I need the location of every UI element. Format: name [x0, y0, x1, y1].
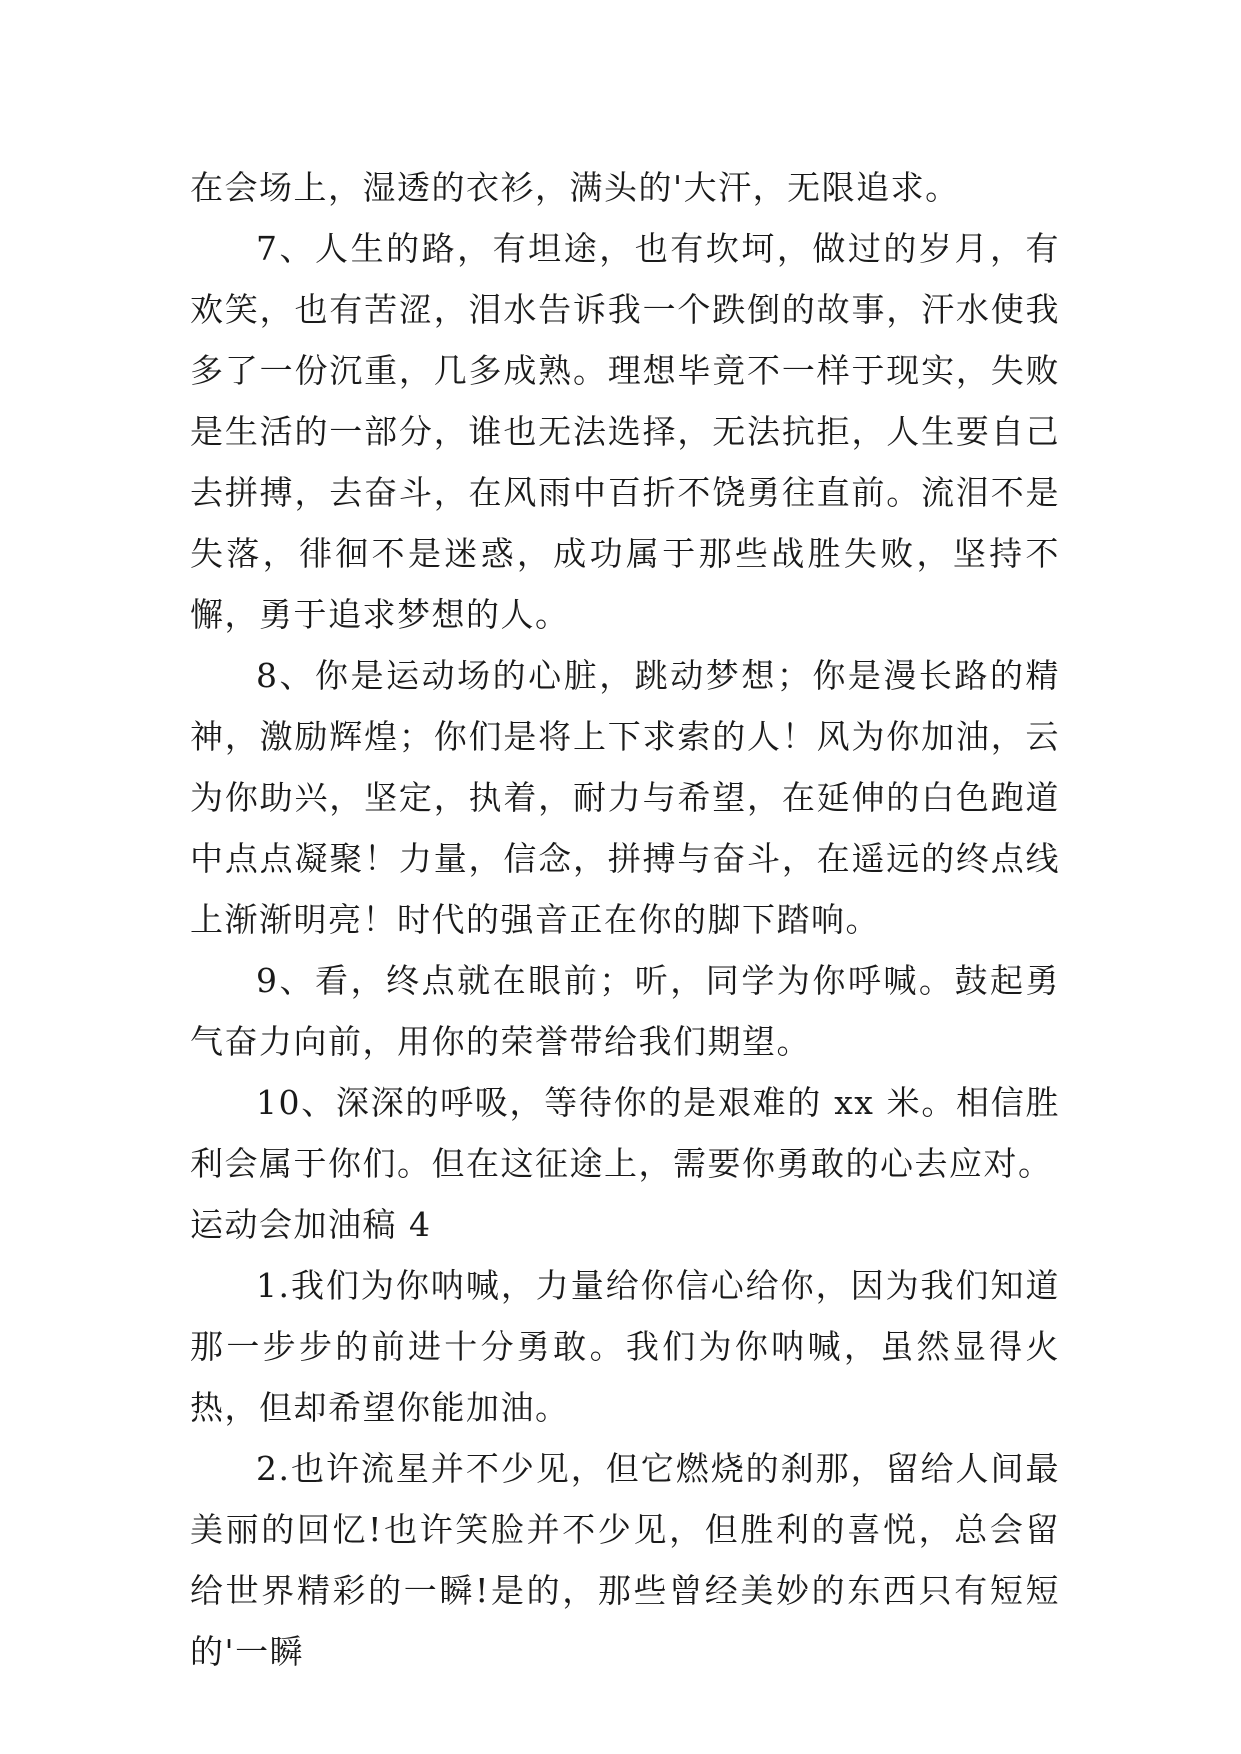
- document-body: [190, 157, 1060, 1682]
- paragraph-item-10: 10、深深的呼吸，等待你的是艰难的 xx 米。相信胜利会属于你们。但在这征途上，需要你勇敢的心去应对。: [190, 1083, 1060, 1183]
- paragraph-item-9: 9、看，终点就在眼前；听，同学为你呼喊。鼓起勇气奋力向前，用你的荣誉带给我们期望。: [190, 961, 1060, 1061]
- paragraph-item-8: 8、你是运动场的心脏，跳动梦想；你是漫长路的精神，激励辉煌；你们是将上下求索的人！风为你加油，云为你助兴，坚定，执着，耐力与希望，在延伸的白色跑道中点点凝聚！力量，信念，拼搏与奋斗，在遥远的终点线上渐渐明亮！时代的强音正在你的脚下踏响。: [190, 656, 1060, 939]
- paragraph-item-7: 7、人生的路，有坦途，也有坎坷，做过的岁月，有欢笑，也有苦涩，泪水告诉我一个跌倒的故事，汗水使我多了一份沉重，几多成熟。理想毕竟不一样于现实，失败是生活的一部分，谁也无法选择，无法抗拒，人生要自己去拼搏，去奋斗，在风雨中百折不饶勇往直前。流泪不是失落，徘徊不是迷惑，成功属于那些战胜失败，坚持不懈，勇于追求梦想的人。: [190, 229, 1060, 634]
- section-heading: 运动会加油稿 4: [190, 1205, 432, 1244]
- paragraph-item-1: 1.我们为你呐喊，力量给你信心给你，因为我们知道那一步步的前进十分勇敢。我们为你呐喊，虽然显得火热，但却希望你能加油。: [190, 1266, 1060, 1427]
- paragraph-continuation: 在会场上，湿透的衣衫，满头的'大汗，无限追求。: [190, 168, 960, 207]
- paragraph-item-2: 2.也许流星并不少见，但它燃烧的刹那，留给人间最美丽的回忆!也许笑脸并不少见，但胜利的喜悦，总会留给世界精彩的一瞬!是的，那些曾经美妙的东西只有短短的'一瞬: [190, 1449, 1060, 1671]
